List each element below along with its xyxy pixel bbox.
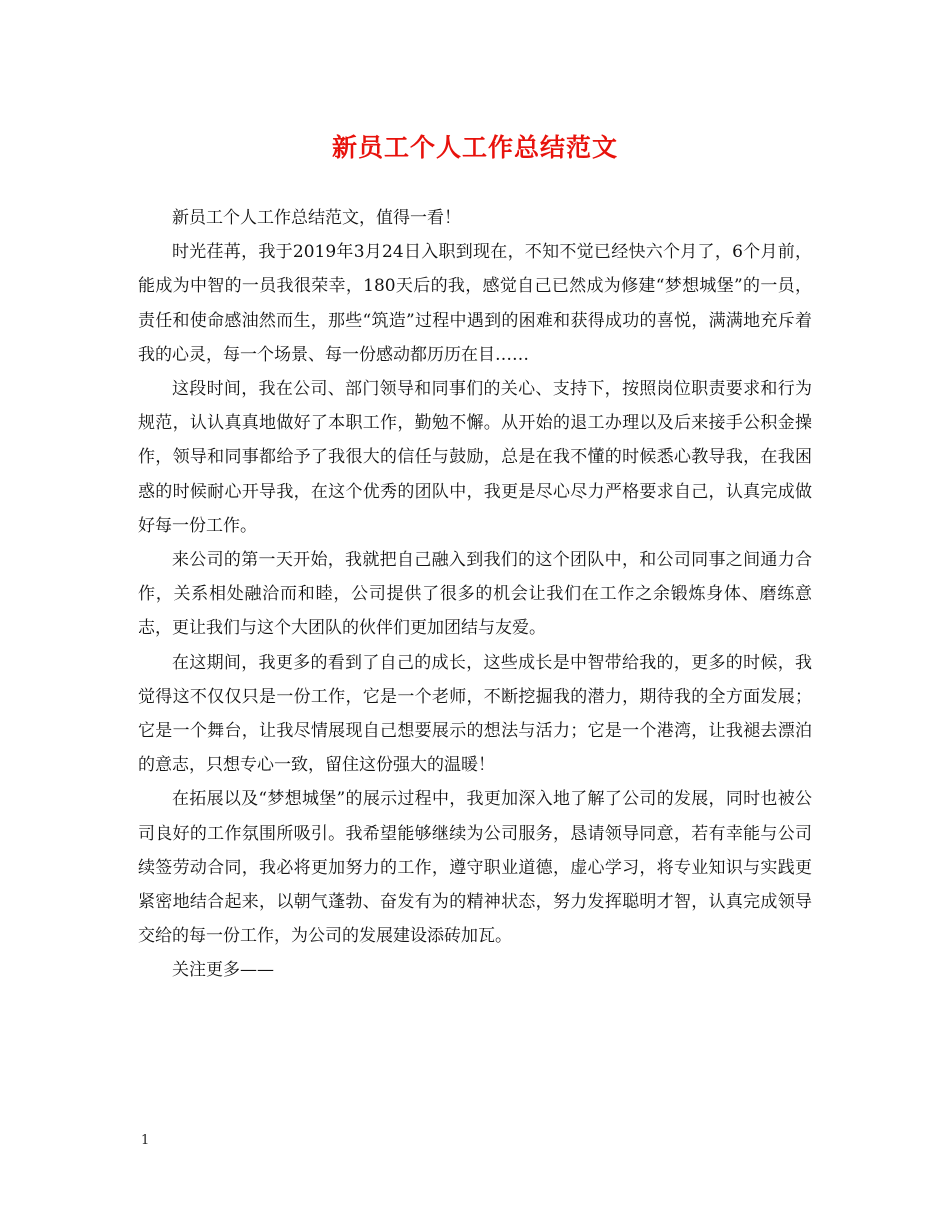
paragraph-expansion: 在拓展以及“梦想城堡”的展示过程中，我更加深入地了解了公司的发展，同时也被公司良好的工作氛围所吸引。我希望能够继续为公司服务，恳请领导同意，若有幸能与公司续签劳动合同，我必将更加努力的工作，遵守职业道德，虚心学习，将专业知识与实践更紧密地结合起来，以朝气蓬勃、奋发有为的精神状态，努力发挥聪明才智，认真完成领导交给的每一份工作，为公司的发展建设添砖加瓦。 [138,789,812,947]
paragraph-follow-more: 关注更多—— [172,960,274,981]
paragraph-team: 来公司的第一天开始，我就把自己融入到我们的这个团队中，和公司同事之间通力合作，关系相处融洽而和睦，公司提供了很多的机会让我们在工作之余锻炼身体、磨练意志，更让我们与这个大团队的伙伴们更加团结与友爱。 [138,550,812,639]
paragraph-intro: 新员工个人工作总结范文，值得一看！ [172,208,461,228]
document-title: 新员工个人工作总结范文 [331,133,618,162]
paragraph-work-period: 这段时间，我在公司、部门领导和同事们的关心、支持下，按照岗位职责要求和行为规范，认认真真地做好了本职工作，勤勉不懈。从开始的退工办理以及后来接手公积金操作，领导和同事都给予了我很大的信任与鼓励，总是在我不懂的时候悉心教导我，在我困惑的时候耐心开导我，在这个优秀的团队中，我更是尽心尽力严格要求自己，认真完成做好每一份工作。 [138,379,812,536]
paragraph-time-passing: 时光荏苒，我于2019年3月24日入职到现在，不知不觉已经快六个月了，6个月前，能成为中智的一员我很荣幸，180天后的我，感觉自己已然成为修建“梦想城堡”的一员，责任和使命感油然而生，那些“筑造”过程中遇到的困难和获得成功的喜悦，满满地充斥着我的心灵，每一个场景、每一份感动都历历在目…… [138,242,812,365]
page-number: 1 [141,1133,150,1148]
document-body [138,201,812,988]
paragraph-growth: 在这期间，我更多的看到了自己的成长，这些成长是中智带给我的，更多的时候，我觉得这不仅仅只是一份工作，它是一个老师，不断挖掘我的潜力，期待我的全方面发展；它是一个舞台，让我尽情展现自己想要展示的想法与活力；它是一个港湾，让我褪去漂泊的意志，只想专心一致，留住这份强大的温暖！ [138,652,812,776]
